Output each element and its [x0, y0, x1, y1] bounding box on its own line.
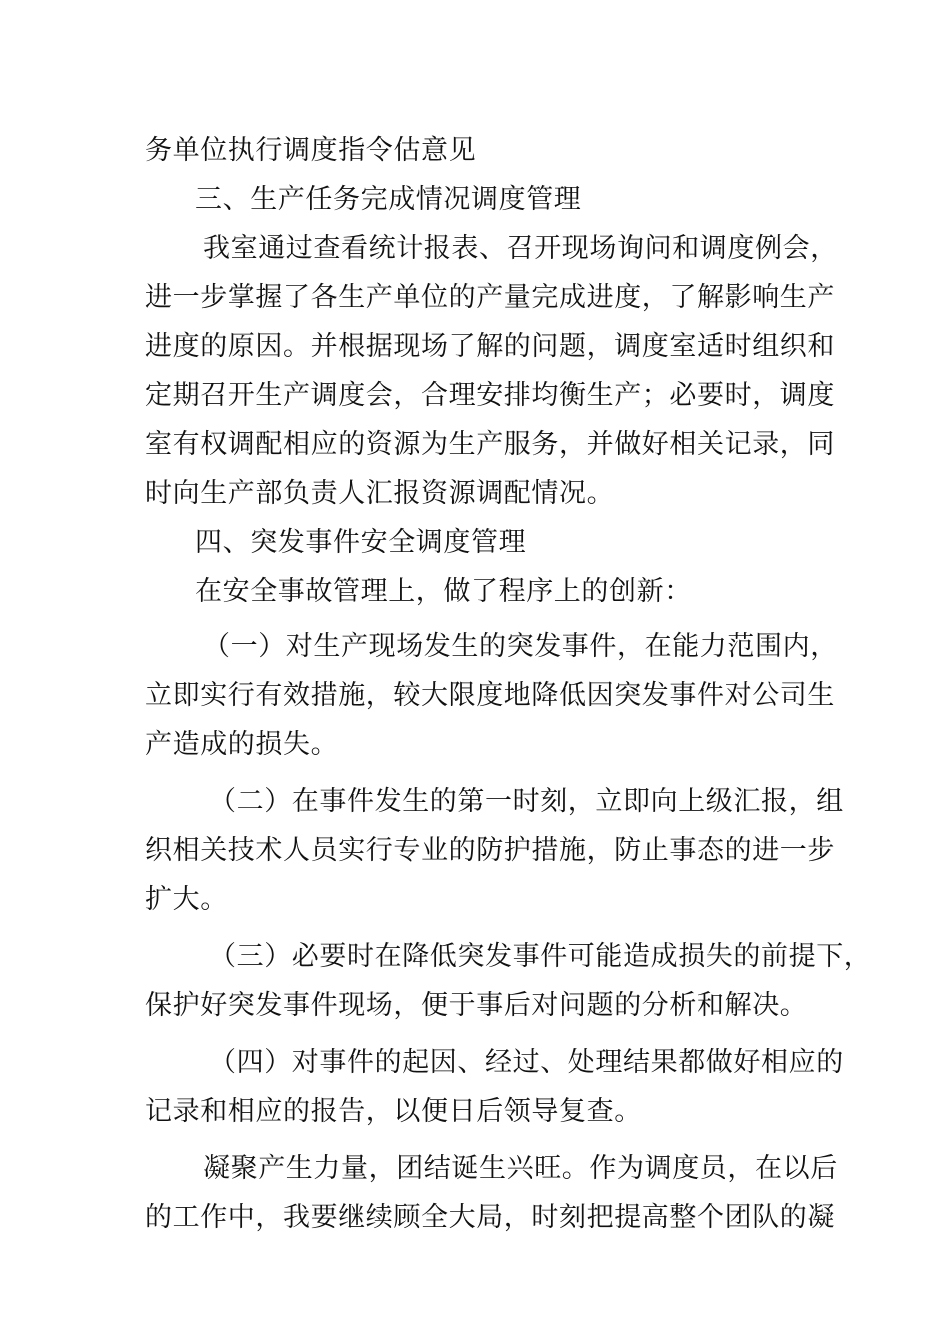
text-line: 的工作中，我要继续顾全大局，时刻把提高整个团队的凝: [145, 1202, 835, 1233]
text-line: 立即实行有效措施，较大限度地降低因突发事件对公司生: [145, 680, 835, 711]
paragraph-continuation: [145, 126, 817, 175]
heading-text: 四、突发事件安全调度管理: [195, 527, 527, 558]
heading-text: 三、生产任务完成情况调度管理: [195, 184, 582, 215]
text-line: 定期召开生产调度会，合理安排均衡生产；必要时，调度: [145, 380, 835, 411]
text-line: 织相关技术人员实行专业的防护措施，防止事态的进一步: [145, 835, 835, 866]
text-line: 在安全事故管理上，做了程序上的创新：: [195, 576, 692, 607]
paragraph-item-3: [145, 932, 872, 1030]
text-line: （一）对生产现场发生的突发事件，在能力范围内，: [203, 631, 838, 662]
text-line: 记录和相应的报告，以便日后领导复查。: [145, 1096, 642, 1127]
text-line: 室有权调配相应的资源为生产服务，并做好相关记录，同: [145, 429, 835, 460]
text-line: 务单位执行调度指令估意见: [145, 135, 477, 166]
text-line: 进一步掌握了各生产单位的产量完成进度，了解影响生产: [145, 282, 835, 313]
section-heading-4: [145, 518, 817, 567]
text-line: 保护好突发事件现场，便于事后对问题的分析和解决。: [145, 990, 808, 1021]
text-line: 时向生产部负责人汇报资源调配情况。: [145, 478, 615, 509]
text-line: 凝聚产生力量，团结诞生兴旺。作为调度员，在以后: [203, 1153, 838, 1184]
paragraph-item-4: [145, 1038, 844, 1136]
text-line: 我室通过查看统计报表、召开现场询问和调度例会，: [203, 233, 838, 264]
text-line: 进度的原因。并根据现场了解的问题，调度室适时组织和: [145, 331, 835, 362]
text-line: 产造成的损失。: [145, 729, 339, 760]
paragraph-closing: [145, 1144, 838, 1242]
document-body: [145, 126, 872, 1242]
text-line: 扩大。: [145, 884, 228, 915]
paragraph-item-1: [145, 622, 838, 769]
paragraph-intro: [145, 567, 817, 616]
paragraph-production-tasks: [145, 224, 838, 518]
section-heading-3: [145, 175, 817, 224]
text-line: （三）必要时在降低突发事件可能造成损失的前提下，: [209, 941, 872, 972]
text-line: （二）在事件发生的第一时刻，立即向上级汇报，组: [209, 786, 844, 817]
text-line: （四）对事件的起因、经过、处理结果都做好相应的: [209, 1047, 844, 1078]
paragraph-item-2: [145, 777, 844, 924]
